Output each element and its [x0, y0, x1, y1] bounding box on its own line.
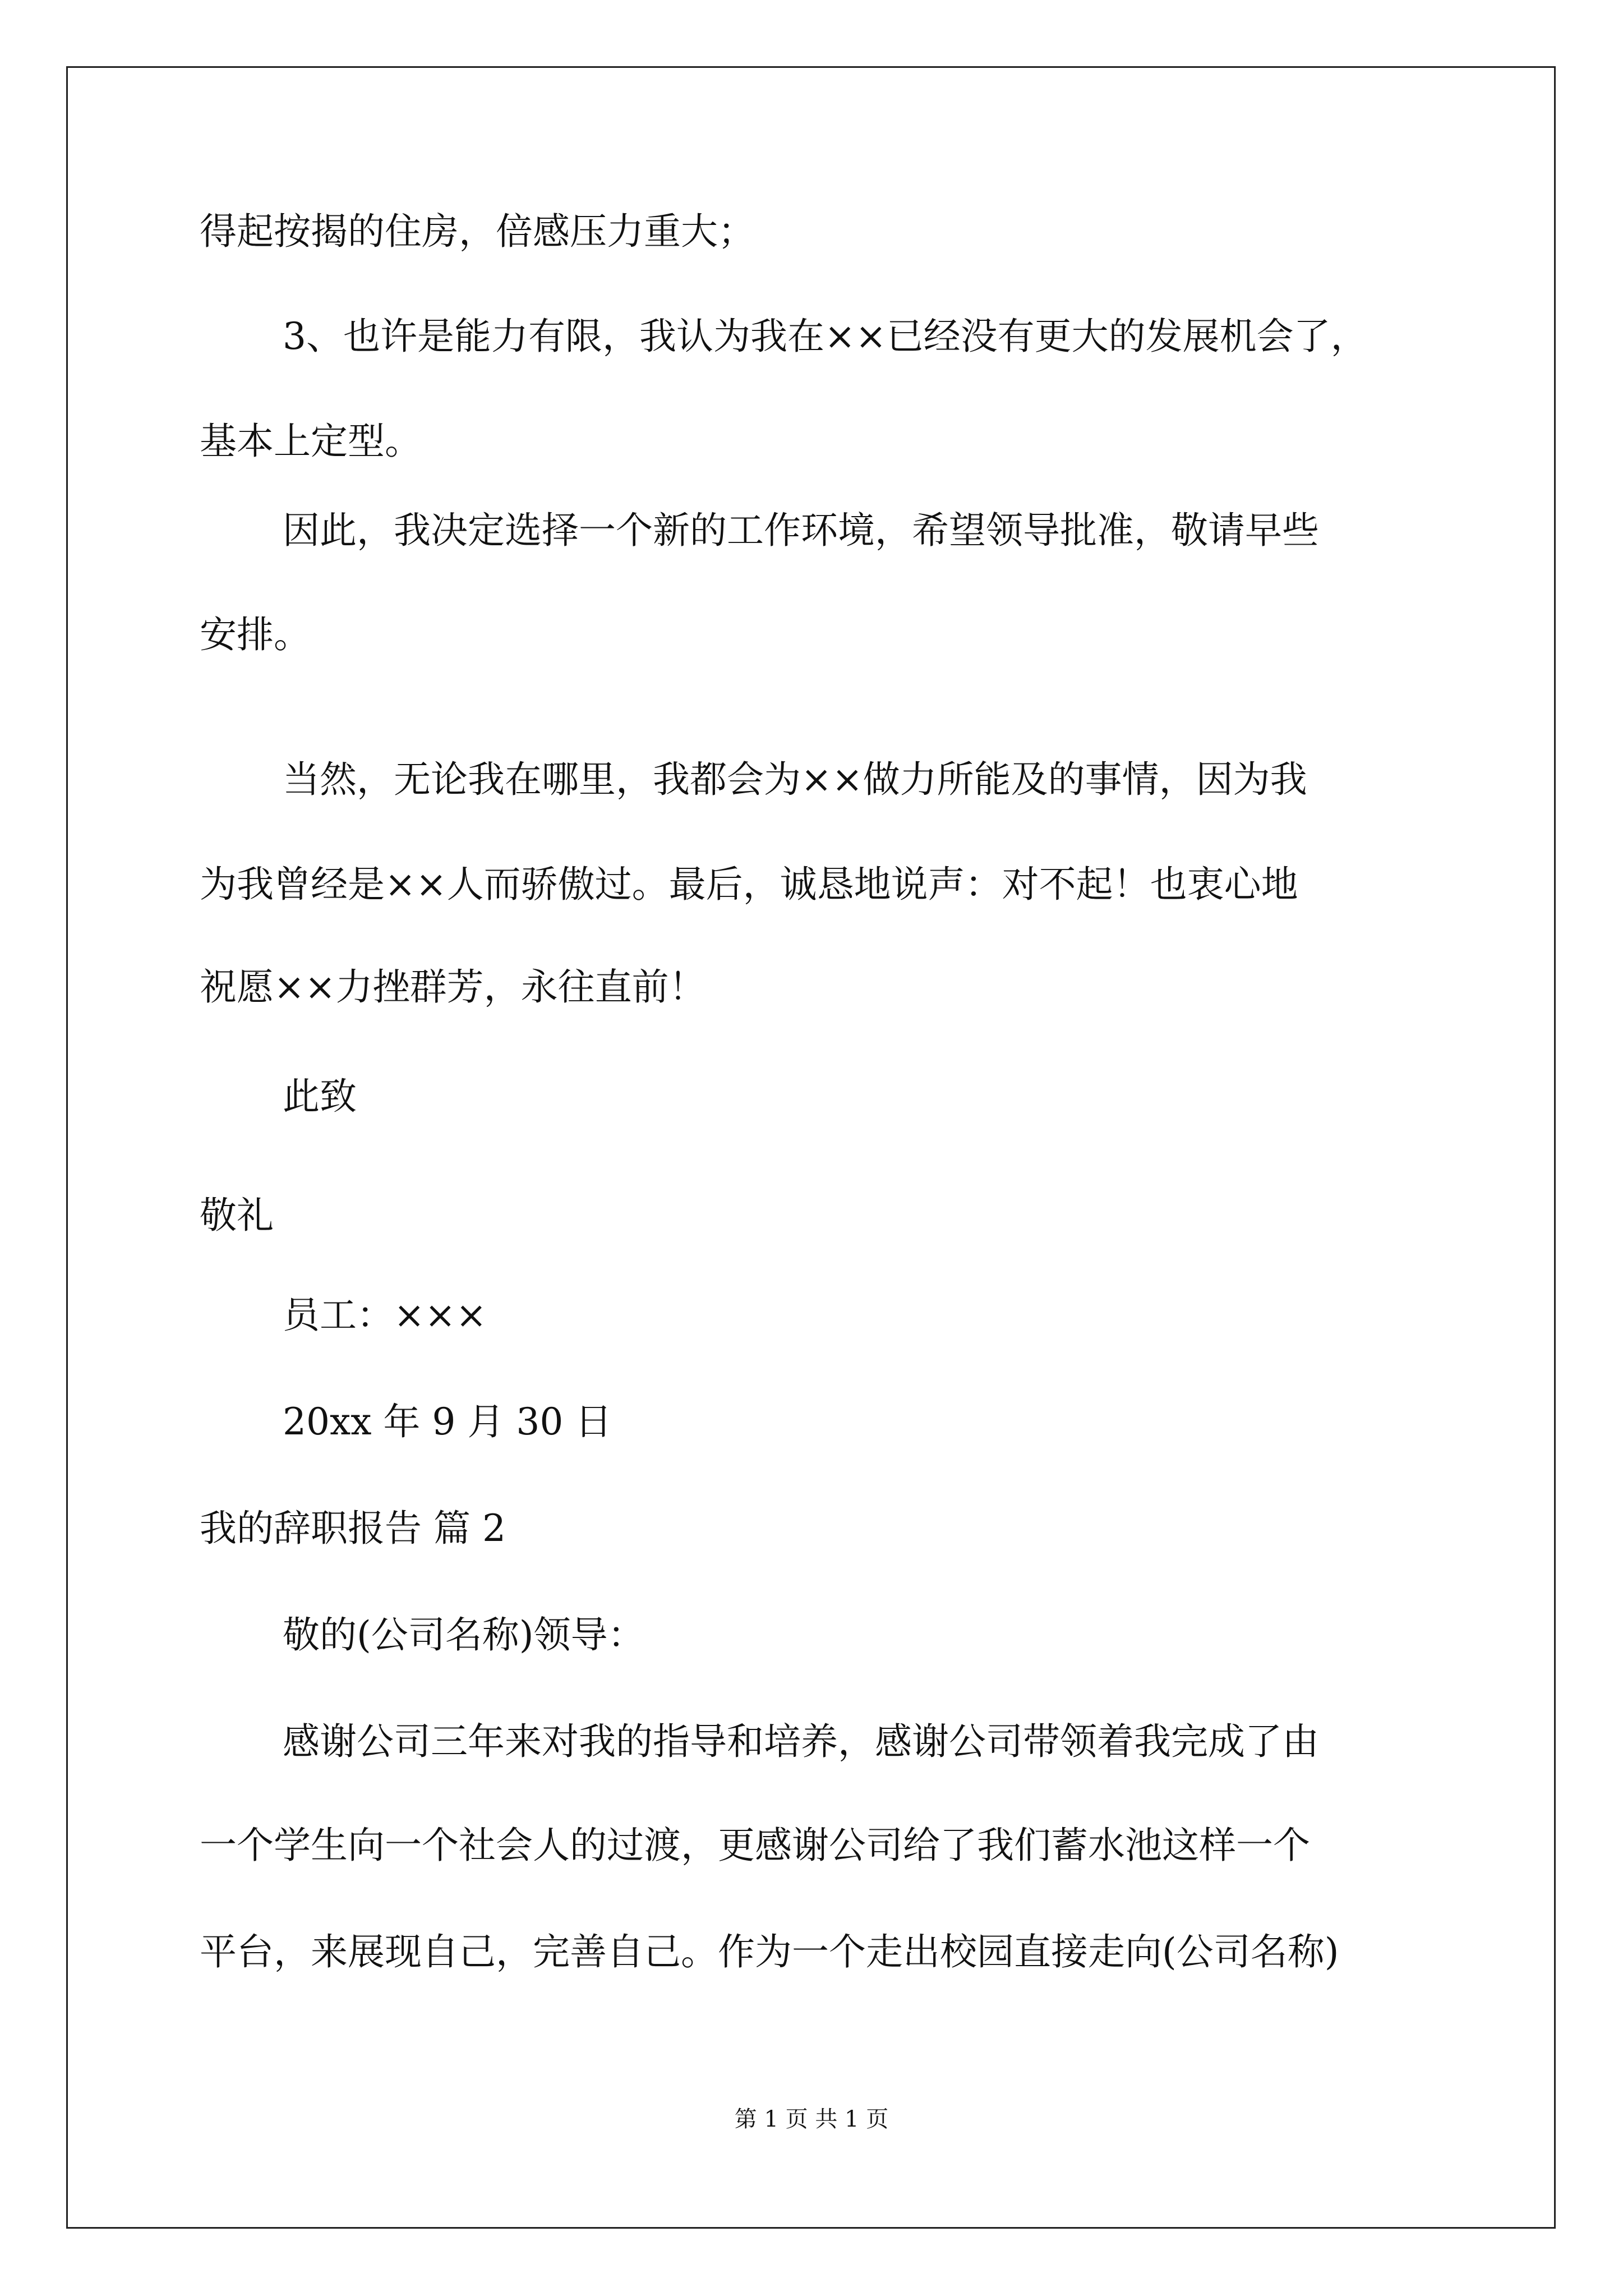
text-line-3: 基本上定型。 — [200, 420, 422, 463]
text-line-12: 20xx 年 9 月 30 日 — [283, 1400, 612, 1443]
text-line-11: 员工：××× — [283, 1294, 487, 1337]
text-line-16: 一个学生向一个社会人的过渡，更感谢公司给了我们蓄水池这样一个 — [200, 1824, 1310, 1867]
text-line-9: 此致 — [283, 1075, 357, 1118]
text-line-4: 因此，我决定选择一个新的工作环境，希望领导批准，敬请早些 — [283, 509, 1319, 552]
section-heading: 我的辞职报告 篇 2 — [200, 1507, 506, 1550]
text-line-17: 平台，来展现自己，完善自己。作为一个走出校园直接走向(公司名称) — [200, 1930, 1339, 1973]
text-line-15: 感谢公司三年来对我的指导和培养，感谢公司带领着我完成了由 — [283, 1720, 1319, 1763]
text-line-8: 祝愿××力挫群芳，永往直前！ — [200, 965, 706, 1009]
text-line-1: 得起按揭的住房，倍感压力重大； — [200, 210, 755, 253]
page-border — [66, 66, 1556, 2229]
text-line-7: 为我曾经是××人而骄傲过。最后，诚恳地说声：对不起！也衷心地 — [200, 863, 1298, 906]
text-line-5: 安排。 — [200, 613, 311, 656]
page-footer: 第 1 页 共 1 页 — [734, 2106, 889, 2132]
text-line-6: 当然，无论我在哪里，我都会为××做力所能及的事情，因为我 — [283, 758, 1307, 801]
text-line-2: 3、也许是能力有限，我认为我在××已经没有更大的发展机会了， — [283, 315, 1368, 358]
text-line-10: 敬礼 — [200, 1194, 274, 1237]
text-line-14: 敬的(公司名称)领导： — [283, 1613, 645, 1657]
